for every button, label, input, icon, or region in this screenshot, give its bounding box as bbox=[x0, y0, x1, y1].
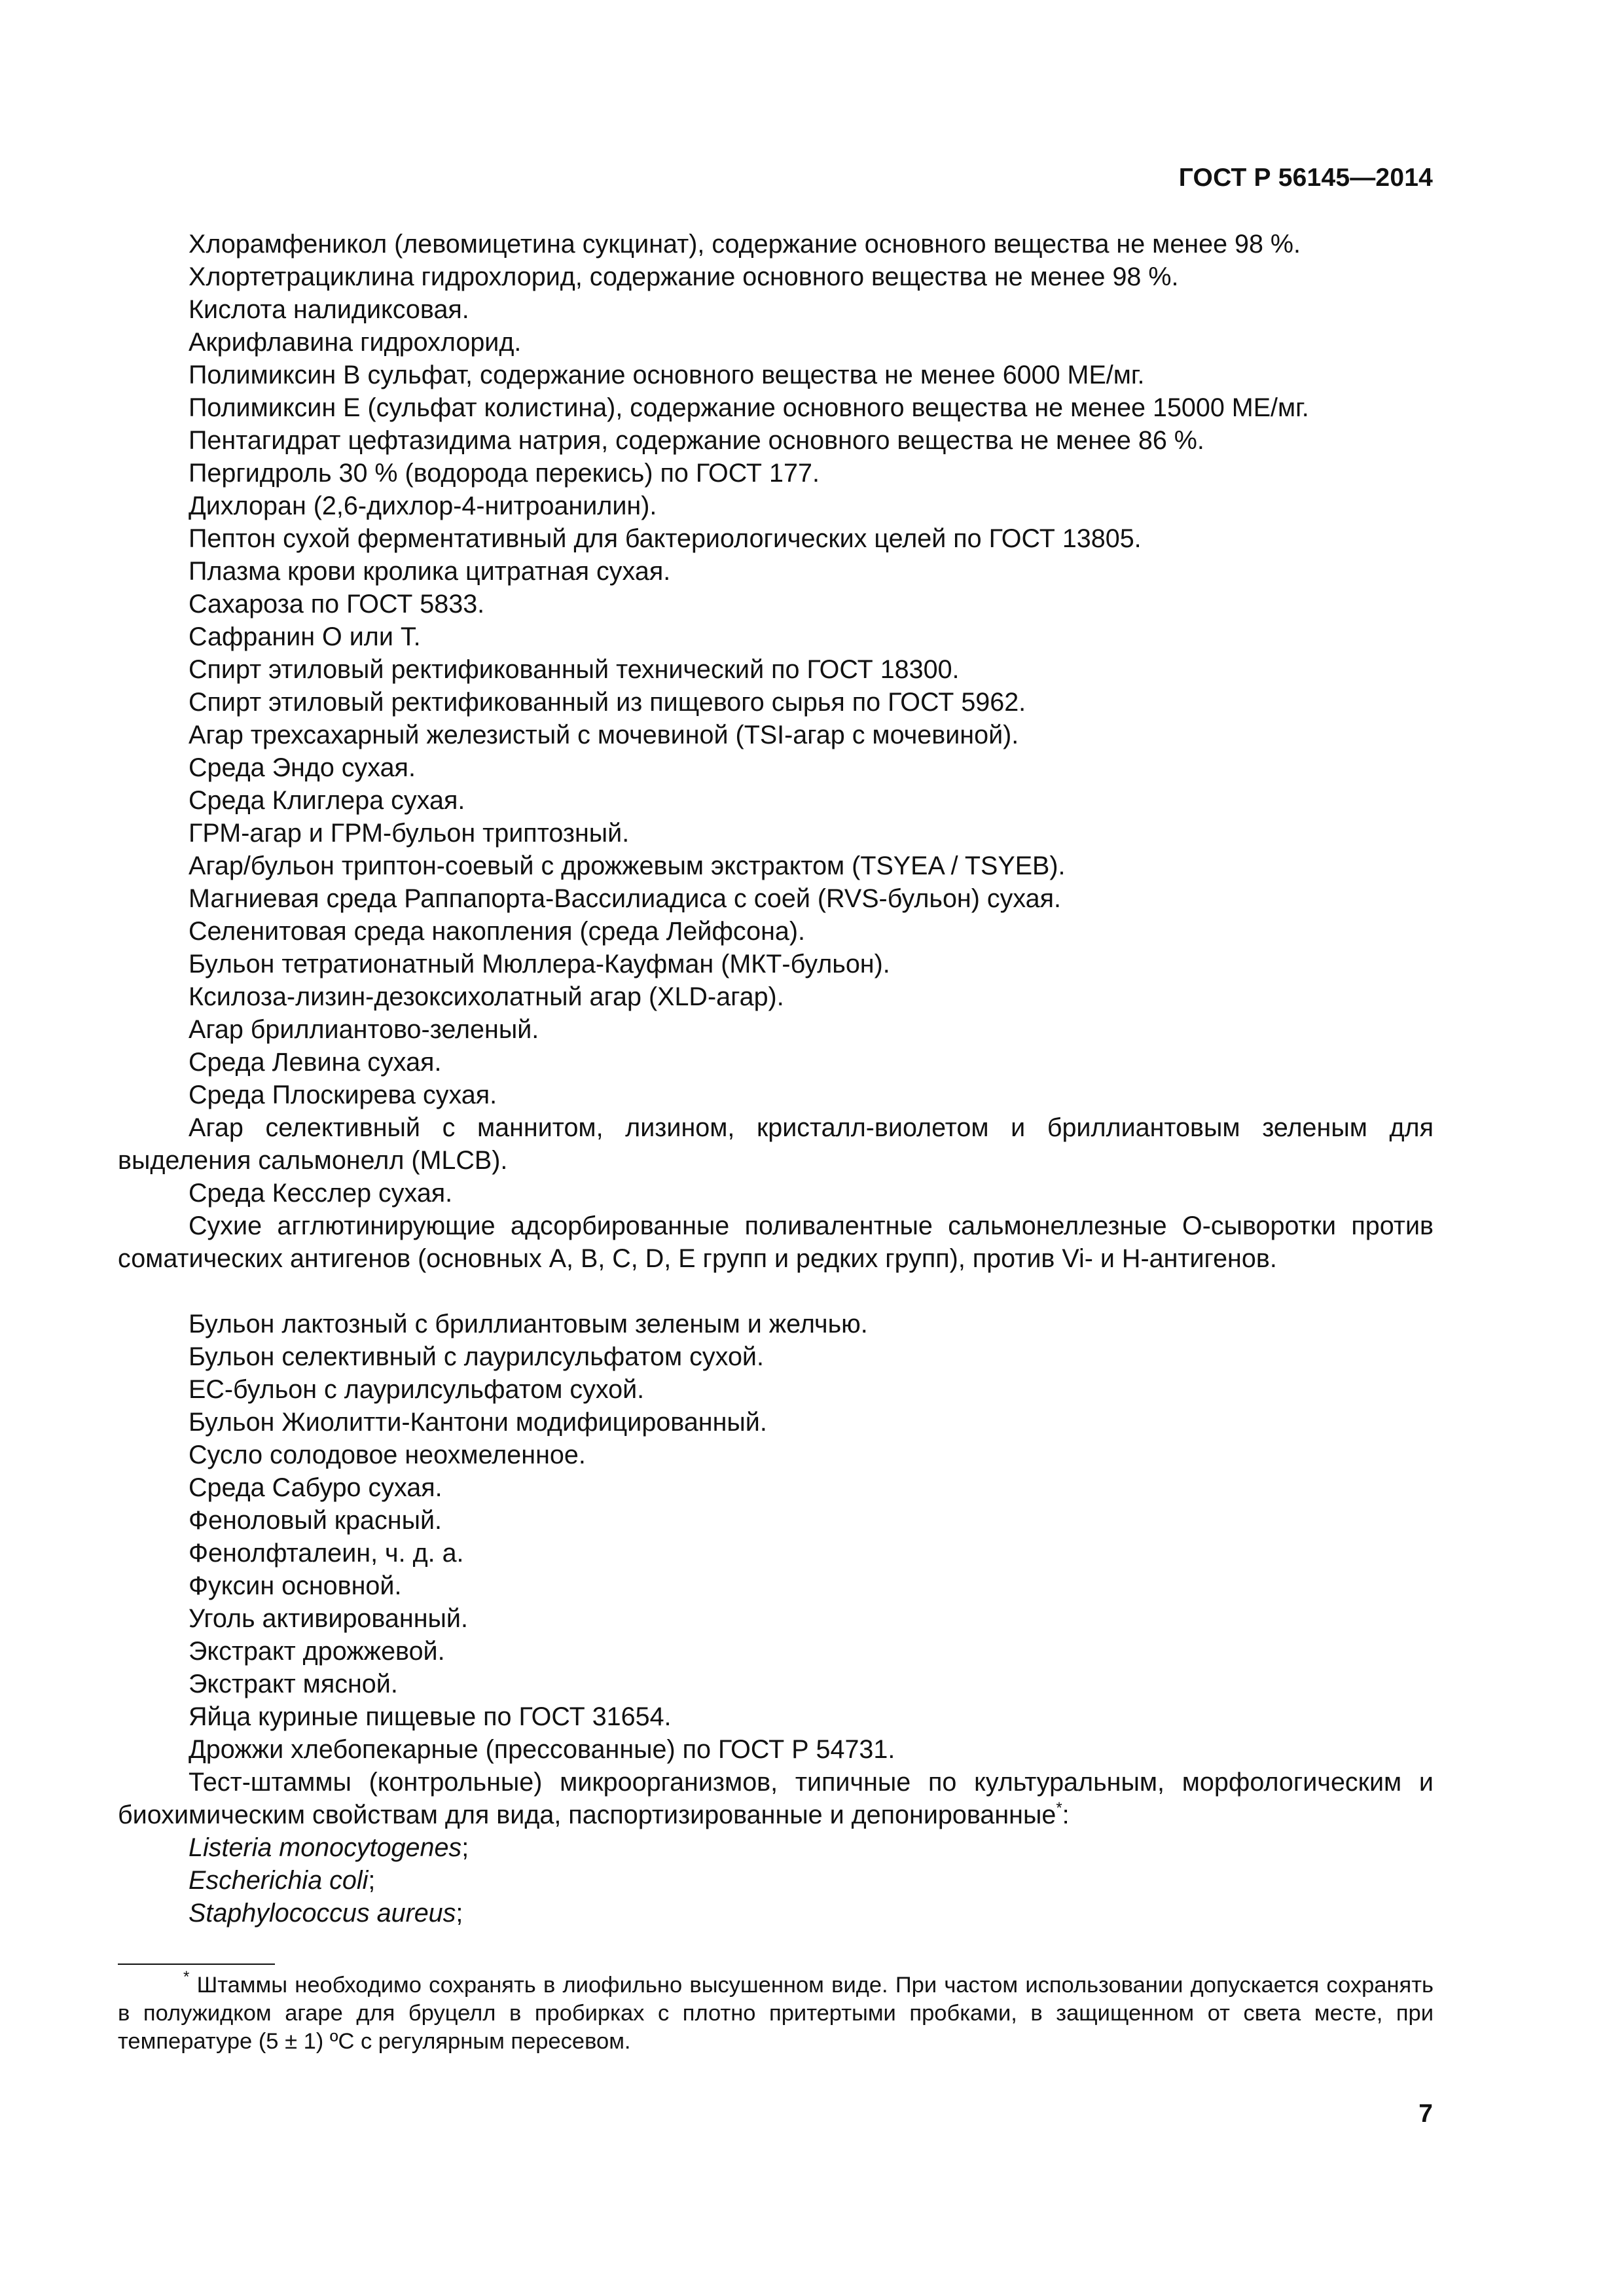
list-item: Спирт этиловый ректификованный из пищевого сырья по ГОСТ 5962. bbox=[189, 688, 1026, 717]
test-strains-colon: : bbox=[1062, 1801, 1070, 1829]
list-item: Фенолфталеин, ч. д. а. bbox=[189, 1539, 464, 1568]
list-item: Агар трехсахарный железистый с мочевиной (TSI-агар с мочевиной). bbox=[189, 721, 1019, 749]
list-item: Полимиксин В сульфат, содержание основного вещества не менее 6000 МЕ/мг. bbox=[189, 361, 1145, 389]
organism-name: Staphylococcus aureus bbox=[189, 1899, 456, 1928]
list-item: Сафранин О или Т. bbox=[189, 622, 421, 651]
list-item: Акрифлавина гидрохлорид. bbox=[189, 328, 522, 357]
test-strains-text: Тест-штаммы (контрольные) микроорганизмов, типичные по культуральным, морфологическим и биохимическим свойствам для вида, паспортизированные и депонированные bbox=[118, 1768, 1434, 1829]
footnote-text: Штаммы необходимо сохранять в лиофильно высушенном виде. При частом использовании допускается сохранять в полужидком агаре для бруцелл в пробирках с плотно притертыми пробками, в защищенном от света месте, при температуре (5 ± 1) ºС с регулярным пересевом. bbox=[118, 1973, 1434, 2054]
list-item: Ксилоза-лизин-дезоксихолатный агар (XLD-агар). bbox=[189, 982, 784, 1011]
list-item: Экстракт мясной. bbox=[189, 1670, 398, 1698]
list-item: Среда Плоскирева сухая. bbox=[189, 1081, 497, 1109]
list-item: Бульон Жиолитти-Кантони модифицированный. bbox=[189, 1408, 767, 1437]
list-item: Спирт этиловый ректификованный технический по ГОСТ 18300. bbox=[189, 655, 960, 684]
list-item: Среда Клиглера сухая. bbox=[189, 786, 465, 815]
footnote-reference[interactable]: * bbox=[1056, 1799, 1062, 1817]
list-item: Хлортетрациклина гидрохлорид, содержание основного вещества не менее 98 %. bbox=[189, 262, 1179, 291]
footnote-mark: * bbox=[183, 1968, 190, 1986]
list-item: Феноловый красный. bbox=[189, 1506, 442, 1535]
list-item: Пептон сухой ферментативный для бактериологических целей по ГОСТ 13805. bbox=[189, 524, 1142, 553]
list-item: Бульон селективный с лаурилсульфатом сухой. bbox=[189, 1342, 764, 1371]
list-item: Бульон лактозный с бриллиантовым зеленым и желчью. bbox=[189, 1310, 868, 1338]
test-strains-paragraph bbox=[118, 1766, 1434, 1831]
footnote-divider bbox=[118, 1964, 275, 1965]
list-item: ГРМ-агар и ГРМ-бульон триптозный. bbox=[189, 819, 630, 848]
list-item: Сахароза по ГОСТ 5833. bbox=[189, 590, 485, 619]
list-item: Агар/бульон триптон-соевый с дрожжевым экстрактом (TSYEA / TSYEB). bbox=[189, 852, 1066, 880]
list-item: Бульон тетратионатный Мюллера-Кауфман (МКТ-бульон). bbox=[189, 950, 890, 978]
organism-item bbox=[118, 1864, 1434, 1897]
organism-separator: ; bbox=[456, 1899, 463, 1928]
list-item: Экстракт дрожжевой. bbox=[189, 1637, 445, 1666]
list-item: Среда Кесслер сухая. bbox=[189, 1179, 453, 1208]
footnote bbox=[118, 1968, 1434, 2056]
list-item: Сусло солодовое неохмеленное. bbox=[189, 1441, 586, 1469]
list-item: Сухие агглютинирующие адсорбированные поливалентные сальмонеллезные О-сыворотки против соматических антигенов (основных А, В, С, D, Е групп и редких групп), против Vi- и Н-антигенов. bbox=[118, 1211, 1434, 1273]
organism-name: Listeria monocytogenes bbox=[189, 1833, 462, 1862]
list-item: Пентагидрат цефтазидима натрия, содержание основного вещества не менее 86 %. bbox=[189, 426, 1204, 455]
list-item: Агар селективный с маннитом, лизином, кристалл-виолетом и бриллиантовым зеленым для выделения сальмонелл (MLCB). bbox=[118, 1113, 1434, 1175]
list-item: Селенитовая среда накопления (среда Лейфсона). bbox=[189, 917, 805, 946]
document-header: ГОСТ Р 56145—2014 bbox=[1178, 164, 1433, 192]
list-item: Фуксин основной. bbox=[189, 1571, 402, 1600]
list-item: Яйца куриные пищевые по ГОСТ 31654. bbox=[189, 1702, 672, 1731]
list-item: Среда Сабуро сухая. bbox=[189, 1473, 442, 1502]
organism-item bbox=[118, 1897, 1434, 1929]
list-item: Полимиксин Е (сульфат колистина), содержание основного вещества не менее 15000 МЕ/мг. bbox=[189, 393, 1309, 422]
list-item: Кислота налидиксовая. bbox=[189, 295, 469, 324]
list-item: Дрожжи хлебопекарные (прессованные) по ГОСТ Р 54731. bbox=[189, 1735, 895, 1764]
list-item: Плазма крови кролика цитратная сухая. bbox=[189, 557, 671, 586]
list-item: Хлорамфеникол (левомицетина сукцинат), содержание основного вещества не менее 98 %. bbox=[189, 230, 1301, 259]
organism-separator: ; bbox=[461, 1833, 469, 1862]
main-text bbox=[118, 228, 1434, 1929]
list-item: Среда Эндо сухая. bbox=[189, 753, 416, 782]
list-item: ЕС-бульон с лаурилсульфатом сухой. bbox=[189, 1375, 645, 1404]
list-item: Агар бриллиантово-зеленый. bbox=[189, 1015, 539, 1044]
paragraph-gap bbox=[118, 1275, 1434, 1308]
list-item: Дихлоран (2,6-дихлор-4-нитроанилин). bbox=[189, 492, 657, 520]
list-item: Пергидроль 30 % (водорода перекись) по ГОСТ 177. bbox=[189, 459, 820, 488]
organism-name: Escherichia coli bbox=[189, 1866, 369, 1895]
list-item: Магниевая среда Раппапорта-Вассилиадиса с соей (RVS-бульон) сухая. bbox=[189, 884, 1062, 913]
page-number: 7 bbox=[1418, 2100, 1433, 2128]
organism-item bbox=[118, 1831, 1434, 1864]
organism-separator: ; bbox=[368, 1866, 376, 1895]
list-item: Уголь активированный. bbox=[189, 1604, 468, 1633]
list-item: Среда Левина сухая. bbox=[189, 1048, 442, 1077]
